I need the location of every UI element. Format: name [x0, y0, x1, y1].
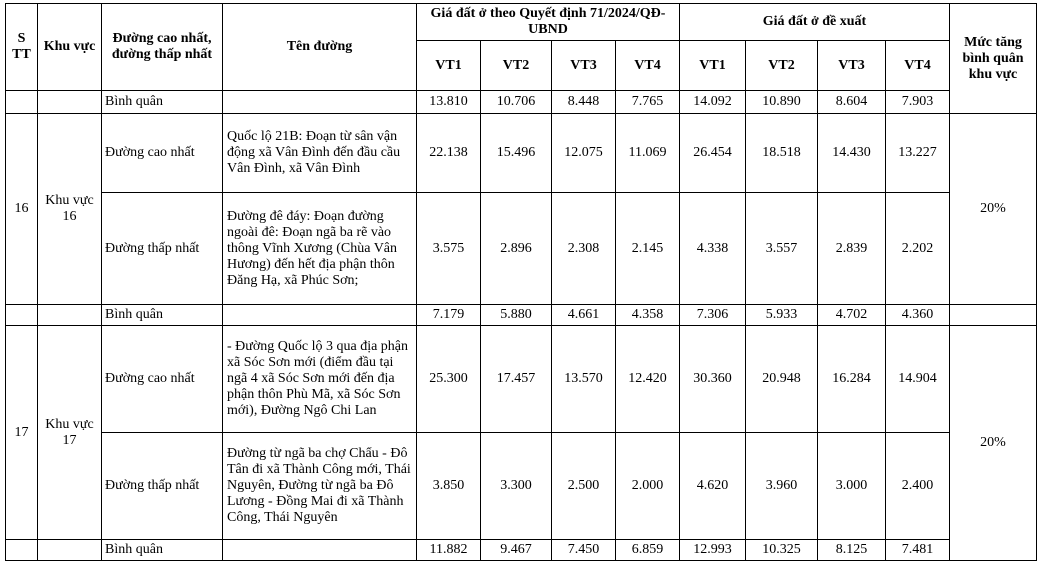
header-vt3-dx: VT3 — [818, 41, 886, 91]
cell-value: 18.518 — [746, 114, 818, 193]
avg-label: Bình quân — [102, 540, 223, 561]
cell-value: 3.557 — [746, 193, 818, 305]
cell-value: 26.454 — [680, 114, 746, 193]
header-vt3-qd: VT3 — [552, 41, 616, 91]
cell-value: 30.360 — [680, 326, 746, 433]
cell-value: 4.358 — [616, 305, 680, 326]
cell-value: 7.481 — [886, 540, 950, 561]
cell-value: 7.765 — [616, 91, 680, 114]
road-name: - Đường Quốc lộ 3 qua địa phận xã Sóc Sơn mới (điểm đầu tại ngã 4 xã Sóc Sơn mới đến địa phận thôn Phù Mã, xã Sóc Sơn mới), Đường Ngô Chi Lan — [223, 326, 417, 433]
road-type: Đường cao nhất — [102, 326, 223, 433]
avg-label: Bình quân — [102, 91, 223, 114]
header-vt2-dx: VT2 — [746, 41, 818, 91]
cell-value: 5.933 — [746, 305, 818, 326]
khu-vuc-cell: Khu vực 16 — [38, 114, 102, 305]
cell-value: 4.702 — [818, 305, 886, 326]
header-vt4-qd: VT4 — [616, 41, 680, 91]
cell-value: 2.896 — [481, 193, 552, 305]
avg-label: Bình quân — [102, 305, 223, 326]
table-row — [6, 433, 1037, 540]
cell-value: 4.620 — [680, 433, 746, 540]
road-name: Đường từ ngã ba chợ Chẩu - Đô Tân đi xã Thành Công mới, Thái Nguyên, Đường từ ngã ba Đô Lương - Đồng Mai đi xã Thành Công, Thái Nguyên — [223, 433, 417, 540]
cell-value: 13.810 — [417, 91, 481, 114]
muc-tang-cell: 20% — [950, 326, 1037, 561]
header-vt4-dx: VT4 — [886, 41, 950, 91]
cell-value: 25.300 — [417, 326, 481, 433]
table-row — [6, 193, 1037, 305]
cell-value: 12.420 — [616, 326, 680, 433]
cell-value: 3.850 — [417, 433, 481, 540]
header-row-1 — [6, 4, 1037, 41]
cell-value: 10.325 — [746, 540, 818, 561]
cell-value: 14.092 — [680, 91, 746, 114]
road-name: Quốc lộ 21B: Đoạn từ sân vận động xã Vân Đình đến đầu cầu Vân Đình, xã Vân Đình — [223, 114, 417, 193]
cell-value: 4.360 — [886, 305, 950, 326]
cell-value: 22.138 — [417, 114, 481, 193]
cell-value: 8.604 — [818, 91, 886, 114]
table-row — [6, 326, 1037, 433]
road-type: Đường thấp nhất — [102, 193, 223, 305]
cell-value: 2.202 — [886, 193, 950, 305]
cell-value: 9.467 — [481, 540, 552, 561]
cell-value: 2.839 — [818, 193, 886, 305]
cell-value: 13.227 — [886, 114, 950, 193]
stt-cell: 16 — [6, 114, 38, 305]
land-price-table — [5, 3, 1037, 561]
header-vt2-qd: VT2 — [481, 41, 552, 91]
cell-value: 10.706 — [481, 91, 552, 114]
header-gia-qd: Giá đất ở theo Quyết định 71/2024/QĐ-UBND — [417, 4, 680, 41]
cell-value: 7.179 — [417, 305, 481, 326]
cell-value: 15.496 — [481, 114, 552, 193]
cell-value: 4.661 — [552, 305, 616, 326]
header-khu-vuc: Khu vực — [38, 4, 102, 91]
table-row-avg — [6, 540, 1037, 561]
cell-value: 11.882 — [417, 540, 481, 561]
header-gia-de-xuat: Giá đất ở đề xuất — [680, 4, 950, 41]
cell-value: 13.570 — [552, 326, 616, 433]
cell-value: 11.069 — [616, 114, 680, 193]
cell-value: 3.300 — [481, 433, 552, 540]
cell-value: 8.125 — [818, 540, 886, 561]
stt-cell: 17 — [6, 326, 38, 540]
cell-value: 3.960 — [746, 433, 818, 540]
cell-value: 5.880 — [481, 305, 552, 326]
cell-value: 14.430 — [818, 114, 886, 193]
header-vt1-dx: VT1 — [680, 41, 746, 91]
cell-value: 3.575 — [417, 193, 481, 305]
cell-value: 12.075 — [552, 114, 616, 193]
cell-value: 7.306 — [680, 305, 746, 326]
header-vt1-qd: VT1 — [417, 41, 481, 91]
cell-value: 16.284 — [818, 326, 886, 433]
cell-value: 12.993 — [680, 540, 746, 561]
header-stt: S TT — [6, 4, 38, 91]
cell-value: 2.400 — [886, 433, 950, 540]
cell-value: 17.457 — [481, 326, 552, 433]
table-row — [6, 114, 1037, 193]
cell-value: 2.145 — [616, 193, 680, 305]
cell-value: 7.903 — [886, 91, 950, 114]
table-row-top-avg — [6, 91, 1037, 114]
cell-value: 6.859 — [616, 540, 680, 561]
cell-value: 2.308 — [552, 193, 616, 305]
cell-value: 14.904 — [886, 326, 950, 433]
road-type: Đường thấp nhất — [102, 433, 223, 540]
cell-value: 20.948 — [746, 326, 818, 433]
khu-vuc-cell: Khu vực 17 — [38, 326, 102, 540]
header-duong-cao-thap: Đường cao nhất, đường thấp nhất — [102, 4, 223, 91]
road-name: Đường đê đáy: Đoạn đường ngoài đê: Đoạn ngã ba rẽ vào thông Vĩnh Xương (Chùa Vân Hương) đến hết địa phận thôn Đăng Hạ, xã Phúc Sơn; — [223, 193, 417, 305]
cell-value: 2.500 — [552, 433, 616, 540]
cell-value: 10.890 — [746, 91, 818, 114]
cell-value: 8.448 — [552, 91, 616, 114]
cell-value: 2.000 — [616, 433, 680, 540]
cell-value: 7.450 — [552, 540, 616, 561]
road-type: Đường cao nhất — [102, 114, 223, 193]
muc-tang-cell: 20% — [950, 114, 1037, 305]
header-ten-duong: Tên đường — [223, 4, 417, 91]
header-muc-tang: Mức tăng bình quân khu vực — [950, 4, 1037, 114]
table-row-avg — [6, 305, 1037, 326]
cell-value: 4.338 — [680, 193, 746, 305]
cell-value: 3.000 — [818, 433, 886, 540]
